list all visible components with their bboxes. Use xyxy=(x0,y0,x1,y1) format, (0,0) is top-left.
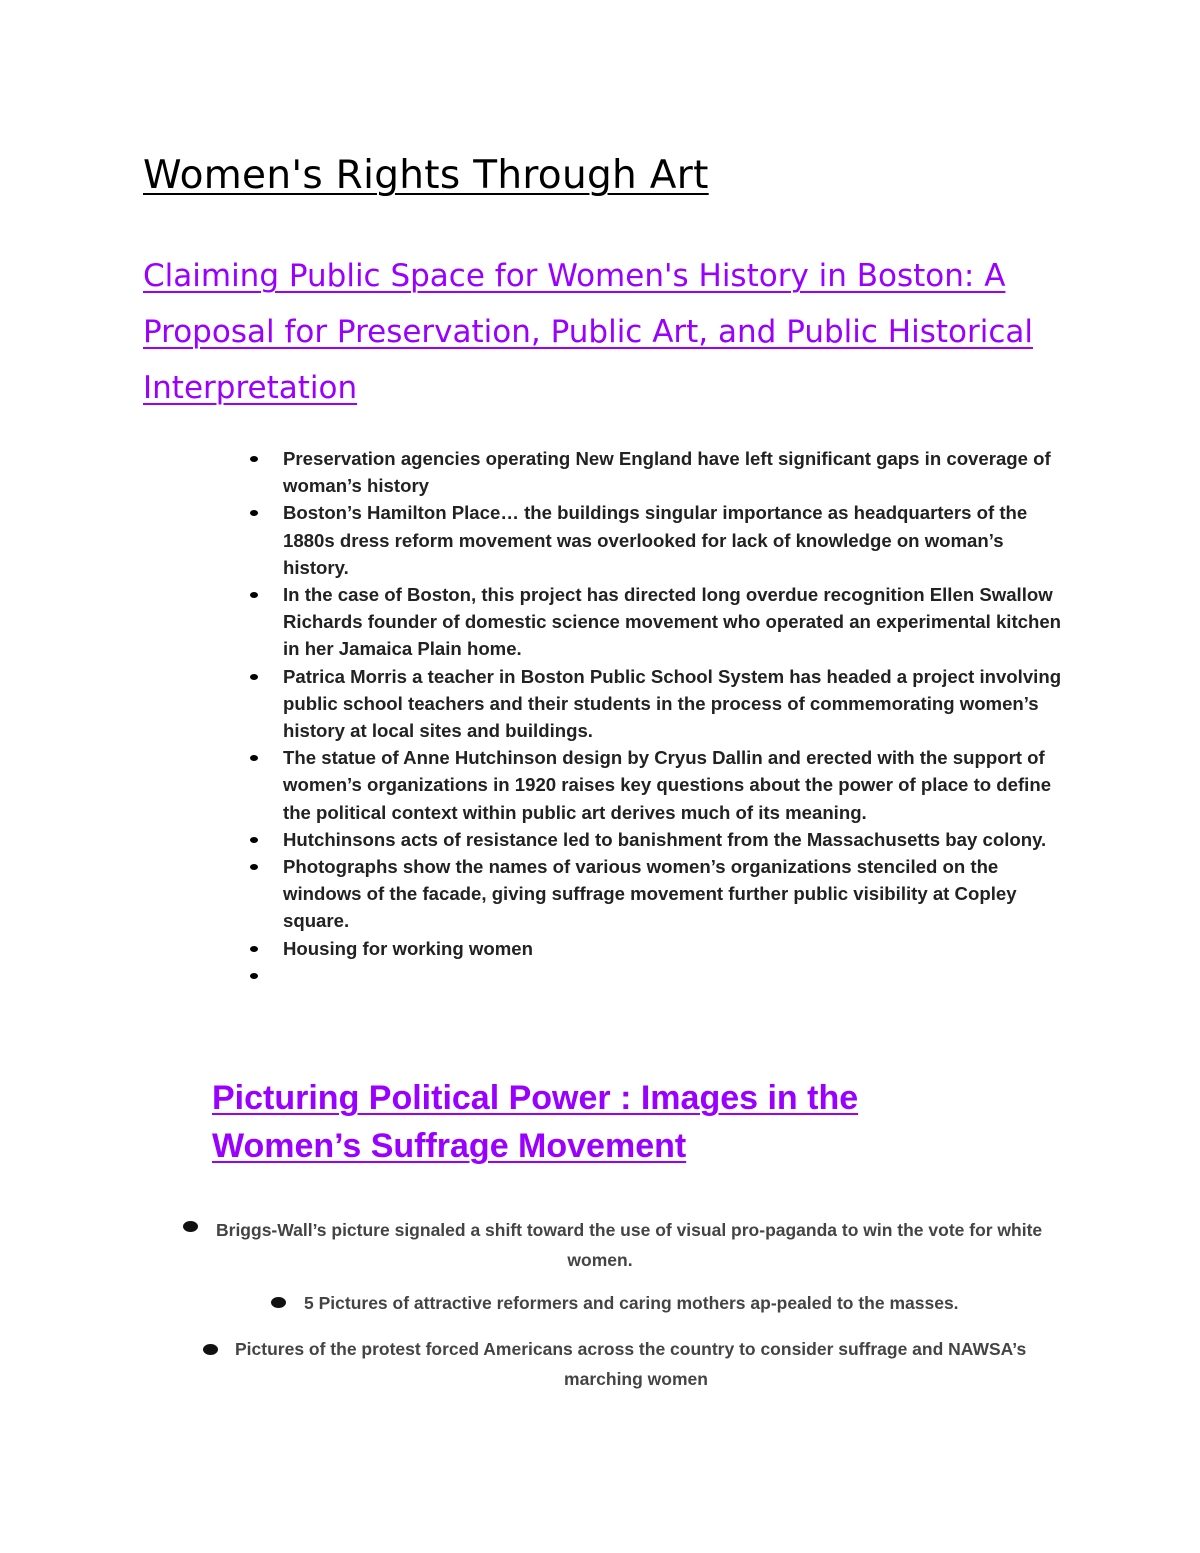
list-item-text: Boston’s Hamilton Place… the buildings singular importance as headquarters of the 1880s dress reform movement was overlooked for lack of knowledge on woman’s history. xyxy=(283,502,1028,578)
bullet-icon xyxy=(250,946,258,952)
list-item xyxy=(244,663,1074,745)
document-title: Women's Rights Through Art xyxy=(143,153,709,198)
bullet-icon xyxy=(250,456,258,462)
bullet-icon xyxy=(250,510,258,516)
bullet-icon xyxy=(250,755,258,761)
bullet-list-boston xyxy=(244,445,1074,989)
list-item xyxy=(244,935,1074,962)
bullet-icon xyxy=(183,1221,198,1232)
list-item xyxy=(244,826,1074,853)
list-item xyxy=(244,499,1074,581)
bullet-icon xyxy=(203,1344,218,1355)
list-item-text: The statue of Anne Hutchinson design by Cryus Dallin and erected with the support of women’s organizations in 1920 raises key questions about the power of place to define the political context within public art derives much of its meaning. xyxy=(283,747,1052,823)
list-item-text: Photographs show the names of various women’s organizations stenciled on the windows of the facade, giving suffrage movement further public visibility at Copley square. xyxy=(283,856,1017,932)
bullet-icon xyxy=(250,864,258,870)
list-item-text: 5 Pictures of attractive reformers and caring mothers ap-pealed to the masses. xyxy=(304,1293,959,1313)
section-heading-suffrage: Picturing Political Power : Images in the Women’s Suffrage Movement xyxy=(212,1079,859,1165)
list-item xyxy=(244,744,1074,826)
bullet-icon xyxy=(271,1297,286,1308)
list-item xyxy=(244,962,1074,989)
bullet-icon xyxy=(250,973,258,979)
list-item-text: Housing for working women xyxy=(283,937,533,959)
bullet-icon xyxy=(250,592,258,598)
document-subtitle: Claiming Public Space for Women's History in Boston: A Proposal for Preservation, Public Art, and Public Historical Interpretation xyxy=(143,258,1033,406)
list-item xyxy=(244,581,1074,663)
bullet-icon xyxy=(250,837,258,843)
bullet-icon xyxy=(250,674,258,680)
list-item-text: Hutchinsons acts of resistance led to banishment from the Massachusetts bay colony. xyxy=(283,828,1047,850)
list-item-text: Patrica Morris a teacher in Boston Public School System has headed a project involving public school teachers and their students in the process of commemorating women’s history at local sites and buildings. xyxy=(283,665,1062,742)
list-item-text: Briggs-Wall’s picture signaled a shift toward the use of visual pro-paganda to win the vote for white xyxy=(216,1220,1043,1240)
document-page: Women's Rights Through Art Claiming Public Space for Women's History in Boston: A Proposal for Preservation, Public Art, and Public Historical Interpretation Preservation agencies operating New England have left significant gaps in coverage of woman’s history Boston’s Hamilton Place… the buildings singular importance as headquarters of the 1880s dress reform movement was overlooked for lack of knowledge on woman’s history. In the case of Boston, this project has directed long overdue recognition Ellen Swallow Richards founder of domestic science movement who operated an experimental kitchen in her Jamaica Plain home. Patrica Morris a teacher in Boston Public School System has headed a project involving public school teachers and their students in the process of commemorating women’s history at local sites and buildings. The statue of Anne Hutchinson design by Cryus Dallin and erected with the support of women’s organizations in 1920 raises key questions about the power of place to define the political context within public art derives much of its meaning. Hutchinsons acts of resistance led to banishment from the Massachusetts bay colony. Photographs show the names of various women’s organizations stenciled on the windows of the facade, giving suffrage movement further public visibility at Copley square. Housing for working women Picturing Political Power : Images in the Women’s Suffrage Movement Briggs-Wall’s picture signaled a shift toward the use of visual pro-paganda to win the vote for white women. 5 Pictures of attractive reformers and caring mothers ap-pealed to the masses. Pictures of the protest forced Americans across the country to consider suffrage and NAWSA’s marching women xyxy=(0,0,1200,1553)
list-item-text: Preservation agencies operating New England have left significant gaps in coverage of woman’s history xyxy=(283,448,1051,497)
list-item-text: In the case of Boston, this project has directed long overdue recognition Ellen Swallow Richards founder of domestic science movement who operated an experimental kitchen in her Jamaica Plain home. xyxy=(283,584,1062,660)
list-item xyxy=(244,853,1074,935)
list-item-text: Pictures of the protest forced Americans across the country to consider suffrage and NAWSA’s xyxy=(235,1339,1027,1359)
list-item xyxy=(244,445,1074,499)
